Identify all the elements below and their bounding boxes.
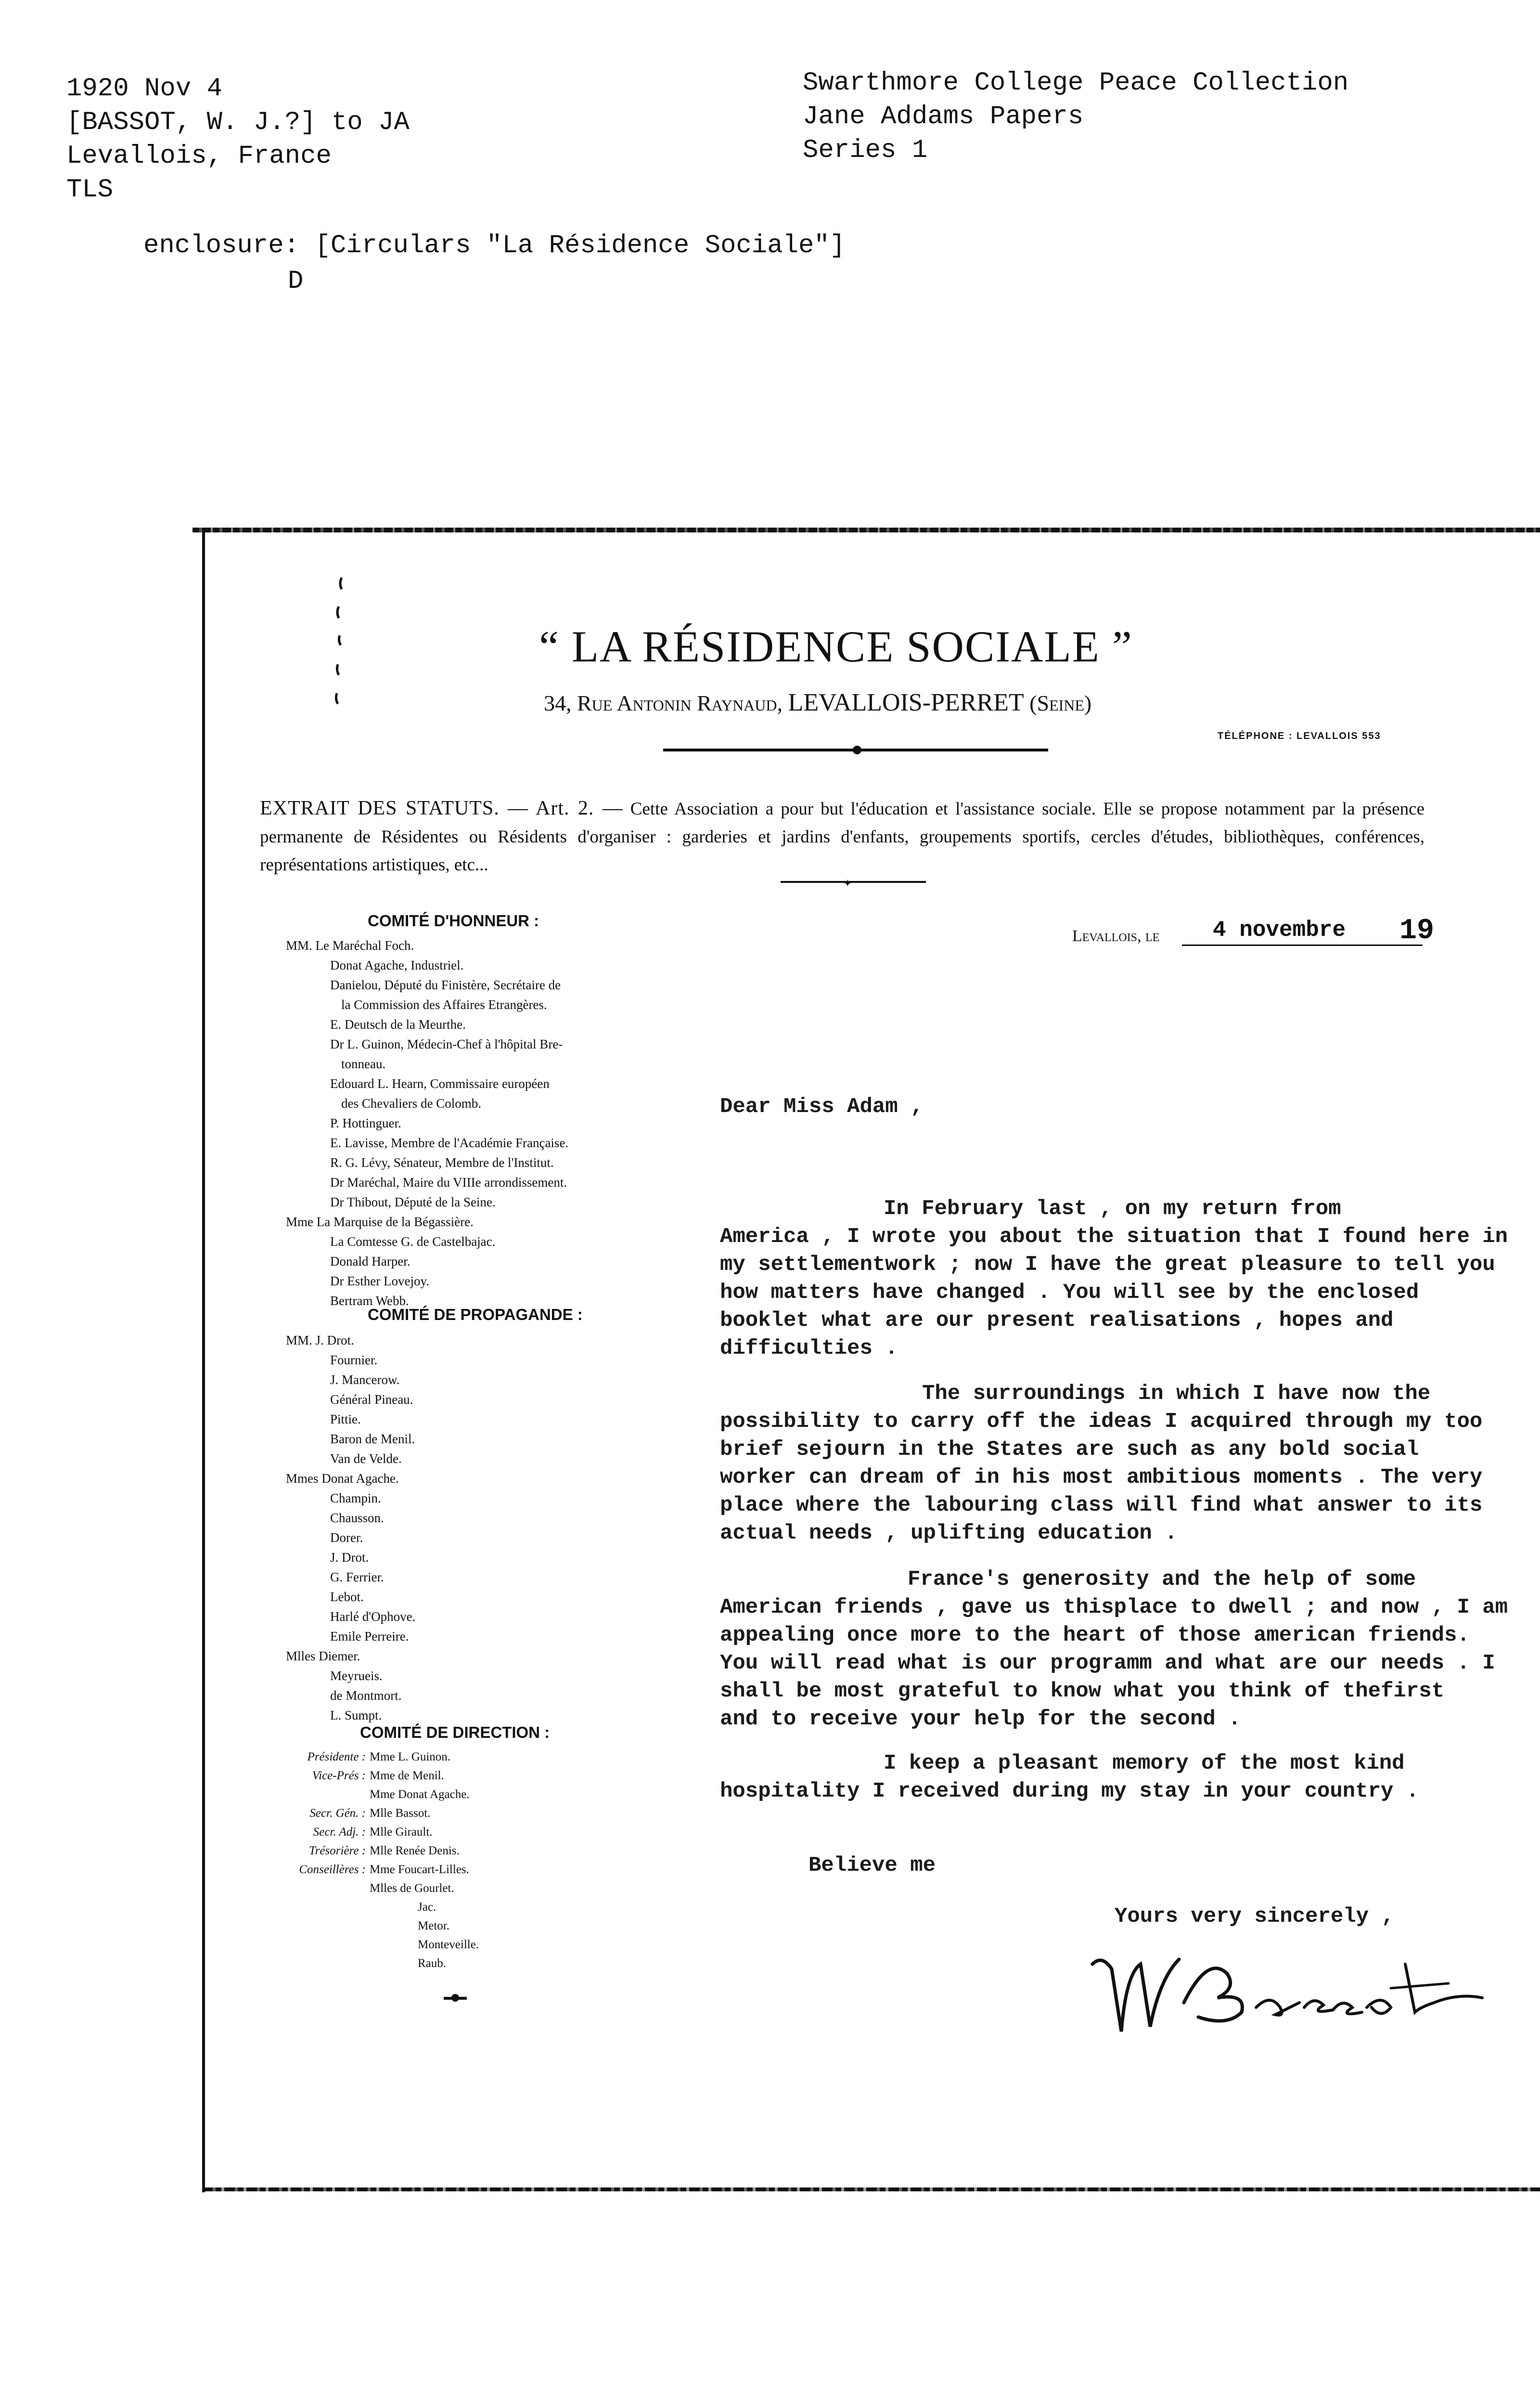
ornament-icon <box>451 1994 459 2002</box>
list-item: Fournier. <box>330 1353 378 1367</box>
list-item: Dorer. <box>330 1530 363 1545</box>
list-item: Meyrueis. <box>330 1669 383 1683</box>
archive-metadata-left <box>66 72 410 207</box>
table-row: Monteveille. <box>418 1938 479 1951</box>
table-row: Présidente : Mme L. Guinon. <box>307 1750 451 1763</box>
archive-format: TLS <box>66 175 114 205</box>
list-item: Dr L. Guinon, Médecin-Chef à l'hôpital Bre- <box>330 1037 563 1051</box>
table-row: Jac. <box>418 1901 436 1914</box>
list-item: Pittie. <box>330 1412 361 1426</box>
list-item: Mme La Marquise de la Bégassière. <box>286 1215 474 1229</box>
salutation: Dear Miss Adam , <box>720 1095 924 1119</box>
list-item: Dr Esther Lovejoy. <box>330 1274 429 1288</box>
table-row: Vice-Prés : Mme de Menil. <box>312 1769 444 1782</box>
text-line: shall be most grateful to know what you think of thefirst <box>720 1679 1445 1703</box>
text-line: worker can dream of in his most ambitious moments . The very <box>720 1465 1483 1489</box>
closing-line: Yours very sincerely , <box>1115 1904 1394 1928</box>
text-line: how matters have changed . You will see by the enclosed <box>720 1281 1419 1305</box>
letter-date: 4 novembre <box>1213 918 1346 943</box>
text-line: actual needs , uplifting education . <box>720 1521 1178 1545</box>
list-item: Donat Agache, Industriel. <box>330 958 464 972</box>
letter-year-mark: 19 <box>1399 915 1435 947</box>
list-item: Lebot. <box>330 1590 364 1604</box>
paragraph-4 <box>720 1749 1419 1805</box>
list-item: J. Drot. <box>330 1550 369 1565</box>
list-item: Harlé d'Ophove. <box>330 1609 416 1624</box>
text-line: place where the labouring class will find what answer to its <box>720 1493 1483 1517</box>
text-line: difficulties . <box>720 1336 898 1360</box>
direction-heading: COMITÉ DE DIRECTION : <box>360 1723 550 1741</box>
table-row: Secr. Adj. : Mlle Girault. <box>313 1825 433 1838</box>
archive-date: 1920 Nov 4 <box>66 74 223 104</box>
text-line: brief sejourn in the States are such as any bold social <box>720 1437 1419 1462</box>
text-line: my settlementwork ; now I have the great pleasure to tell you <box>720 1253 1495 1277</box>
list-item: Mlles Diemer. <box>286 1649 360 1663</box>
archive-correspondents: [BASSOT, W. J.?] to JA <box>66 108 410 137</box>
text-line: I keep a pleasant memory of the most kind <box>884 1751 1405 1775</box>
propagande-heading: COMITÉ DE PROPAGANDE : <box>368 1306 583 1323</box>
sheet-bottom-edge <box>202 2187 1540 2191</box>
list-item: J. Mancerow. <box>330 1372 400 1387</box>
archive-metadata-right <box>803 66 1348 168</box>
list-item: MM. Le Maréchal Foch. <box>286 938 414 953</box>
text-line: appealing once more to the heart of those american friends. <box>720 1623 1470 1647</box>
statuts-lead: EXTRAIT DES STATUTS. — Art. 2. — <box>260 797 623 819</box>
list-item: P. Hottinguer. <box>330 1116 401 1130</box>
list-item: des Chevaliers de Colomb. <box>341 1096 481 1111</box>
list-item: Edouard L. Hearn, Commissaire européen <box>330 1076 550 1091</box>
list-item: La Comtesse G. de Castelbajac. <box>330 1234 496 1249</box>
list-item: de Montmort. <box>330 1688 402 1703</box>
list-item: la Commission des Affaires Etrangères. <box>341 997 547 1012</box>
list-item: Danielou, Député du Finistère, Secrétaire de <box>330 978 561 992</box>
table-row: Trésorière : Mlle Renée Denis. <box>309 1844 460 1857</box>
margin-marks-icon <box>332 573 351 717</box>
paragraph-2 <box>720 1380 1482 1547</box>
letterhead-title: “ LA RÉSIDENCE SOCIALE ” <box>539 622 1133 671</box>
archive-series: Series 1 <box>803 136 928 165</box>
text-line: The surroundings in which I have now the <box>922 1382 1431 1406</box>
list-item: Chausson. <box>330 1511 384 1525</box>
paragraph-1 <box>720 1195 1508 1362</box>
text-line: France's generosity and the help of some <box>908 1567 1416 1592</box>
telephone: TÉLÉPHONE : LEVALLOIS 553 <box>1218 731 1381 741</box>
list-item: Champin. <box>330 1491 381 1505</box>
list-item: L. Sumpt. <box>330 1708 382 1722</box>
table-row: Secr. Gén. : Mlle Bassot. <box>309 1807 431 1820</box>
ornament-icon <box>853 746 861 754</box>
table-row: Raub. <box>418 1957 447 1970</box>
list-item: Mmes Donat Agache. <box>286 1471 399 1486</box>
believe-line: Believe me <box>808 1853 936 1877</box>
paragraph-3 <box>720 1566 1508 1733</box>
date-underline <box>1182 945 1423 946</box>
table-row: Mme Donat Agache. <box>370 1788 470 1801</box>
text-line: booklet what are our present realisations , hopes and <box>720 1308 1394 1333</box>
list-item: E. Lavisse, Membre de l'Académie Française. <box>330 1136 569 1150</box>
divider-rule <box>781 881 926 883</box>
enclosure-type: D <box>288 267 304 296</box>
archive-papers: Jane Addams Papers <box>803 102 1084 131</box>
list-item: Dr Maréchal, Maire du VIIIe arrondissement. <box>330 1175 567 1190</box>
list-item: Dr Thibout, Député de la Seine. <box>330 1195 496 1209</box>
archive-location: Levallois, France <box>66 142 332 171</box>
text-line: In February last , on my return from <box>884 1197 1341 1221</box>
list-item: tonneau. <box>341 1057 386 1071</box>
text-line: American friends , gave us thisplace to dwell ; and now , I am <box>720 1595 1508 1619</box>
list-item: MM. J. Drot. <box>286 1333 354 1347</box>
table-row: Conseillères : Mme Foucart-Lilles. <box>299 1863 469 1876</box>
list-item: G. Ferrier. <box>330 1570 384 1584</box>
text-line: America , I wrote you about the situation that I found here in <box>720 1225 1508 1249</box>
letter-place: Levallois, le <box>1072 927 1160 945</box>
list-item: E. Deutsch de la Meurthe. <box>330 1017 466 1032</box>
enclosure-note: enclosure: [Circulars "La Résidence Sociale"] <box>143 231 846 260</box>
archive-collection: Swarthmore College Peace Collection <box>803 68 1349 98</box>
list-item: R. G. Lévy, Sénateur, Membre de l'Institut. <box>330 1155 554 1170</box>
table-row: Metor. <box>418 1919 449 1932</box>
ornament-icon: ✦ <box>843 877 852 889</box>
list-item: Baron de Menil. <box>330 1432 415 1446</box>
address-city: LEVALLOIS-PERRET <box>788 689 1024 716</box>
propagande-list <box>286 1331 415 1725</box>
address-street: 34, Rue Antonin Raynaud, <box>544 691 783 715</box>
direction-list <box>270 1747 479 1973</box>
list-item: Général Pineau. <box>330 1392 413 1407</box>
honneur-heading: COMITÉ D'HONNEUR : <box>368 912 539 930</box>
text-line: You will read what is our programm and what are our needs . I <box>720 1651 1495 1675</box>
text-line: and to receive your help for the second . <box>720 1707 1241 1731</box>
address-department: (Seine) <box>1029 691 1092 715</box>
list-item: Van de Velde. <box>330 1451 402 1466</box>
list-item: Donald Harper. <box>330 1254 411 1268</box>
statuts-extract <box>260 794 1424 879</box>
table-row: Mlles de Gourlet. <box>370 1882 454 1895</box>
text-line: possibility to carry off the ideas I acquired through my too <box>720 1410 1483 1434</box>
list-item: Emile Perreire. <box>330 1629 409 1643</box>
letterhead-address <box>544 688 1091 717</box>
list-item: Bertram Webb. <box>330 1294 409 1308</box>
statuts-text: Cette Association a pour but l'éducation et l'assistance sociale. Elle se propose notamment par la présence permanente de Résidentes ou Résidents d'organiser : garderies et jardins d'enfants, groupements sportifs, cercles d'études, bibliothèques, conférences, représentations artistiques, etc... <box>260 799 1424 875</box>
signature-icon <box>1083 1935 1497 2046</box>
honneur-list <box>286 936 568 1311</box>
text-line: hospitality I received during my stay in your country . <box>720 1779 1419 1803</box>
